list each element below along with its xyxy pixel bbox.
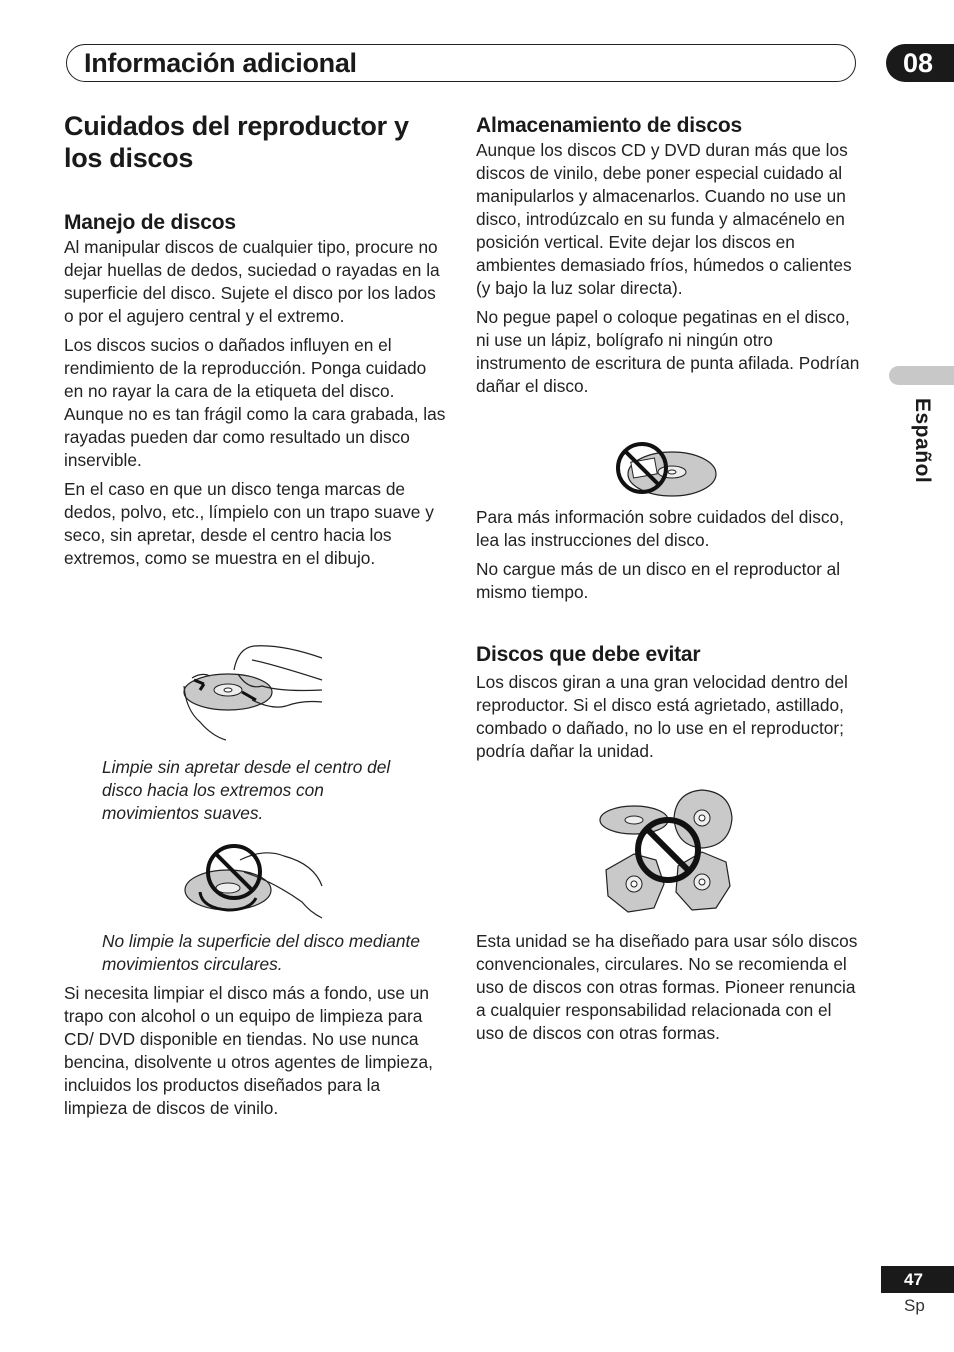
chapter-badge: 08 [886,44,954,82]
caption-wipe-outward: Limpie sin apretar desde el centro del disco hacia los extremos con movimientos suaves. [102,757,391,823]
page-title: Cuidados del reproductor y los discos [64,111,409,173]
no-sticker-disc-illustration [614,438,718,500]
left-column [64,110,446,570]
section-heading-handling: Manejo de discos [64,211,236,234]
language-tab-marker [889,366,954,385]
wipe-outward-illustration [182,640,332,742]
page-language-code: Sp [904,1296,925,1315]
wipe-circular-prohibited-illustration [184,842,324,920]
storage-paragraph-4: No cargue más de un disco en el reproductor al mismo tiempo. [476,559,841,602]
page-number: 47 [881,1266,954,1293]
storage-paragraph-2: No pegue papel o coloque pegatinas en el disco, ni use un lápiz, bolígrafo ni ningún otro instrumento de escritura de punta afilada. Podrían dañar el disco. [476,307,860,396]
handling-paragraph-2: Los discos sucios o dañados influyen en el rendimiento de la reproducción. Ponga cuidado en no rayar la cara de la etiqueta del disco. Aunque no es tan frágil como la cara grabada, las rayadas pueden dar como resultado un disco inservible. [64,335,446,470]
section-heading-avoid: Discos que debe evitar [476,643,701,666]
storage-paragraph-3: Para más información sobre cuidados del disco, lea las instrucciones del disco. [476,507,844,550]
header-title: Información adicional [84,48,357,78]
right-column [476,110,860,398]
handling-paragraph-3: En el caso en que un disco tenga marcas de dedos, polvo, etc., límpielo con un trapo suave y seco, sin apretar, desde el centro hacia los extremos, como se muestra en el dibujo. [64,479,434,568]
storage-paragraph-1: Aunque los discos CD y DVD duran más que los discos de vinilo, debe poner especial cuidado al manipularlos y almacenarlos. Cuando no use un disco, introdúzcalo en su funda y almacénelo en posición vertical. Evite dejar los discos en ambientes demasiado fríos, húmedos o calientes (y bajo la luz solar directa). [476,140,852,298]
avoid-paragraph-2: Esta unidad se ha diseñado para usar sólo discos convencionales, circulares. No se recomienda el uso de discos con otras formas. Pioneer renuncia a cualquier responsabilidad relacionada con el uso de discos con otras formas. [476,931,858,1043]
handling-paragraph-1: Al manipular discos de cualquier tipo, procure no dejar huellas de dedos, suciedad o rayadas en la superficie del disco. Sujete el disco por los lados o por el agujero central y el extremo. [64,237,440,326]
avoid-paragraph-1: Los discos giran a una gran velocidad dentro del reproductor. Si el disco está agrietado, astillado, combado o dañado, no lo use en el reproductor; podría dañar la unidad. [476,672,848,761]
deep-cleaning-paragraph: Si necesita limpiar el disco más a fondo, use un trapo con alcohol o un equipo de limpieza para CD/ DVD disponible en tiendas. No use nunca bencina, disolvente u otros agentes de limpieza, incluidos los productos diseñados para la limpieza de discos de vinilo. [64,983,433,1118]
odd-shaped-discs-prohibited-illustration [598,786,738,916]
language-label: Español [911,398,934,484]
caption-no-circular-wipe: No limpie la superficie del disco mediante movimientos circulares. [102,931,420,974]
section-heading-storage: Almacenamiento de discos [476,114,742,137]
